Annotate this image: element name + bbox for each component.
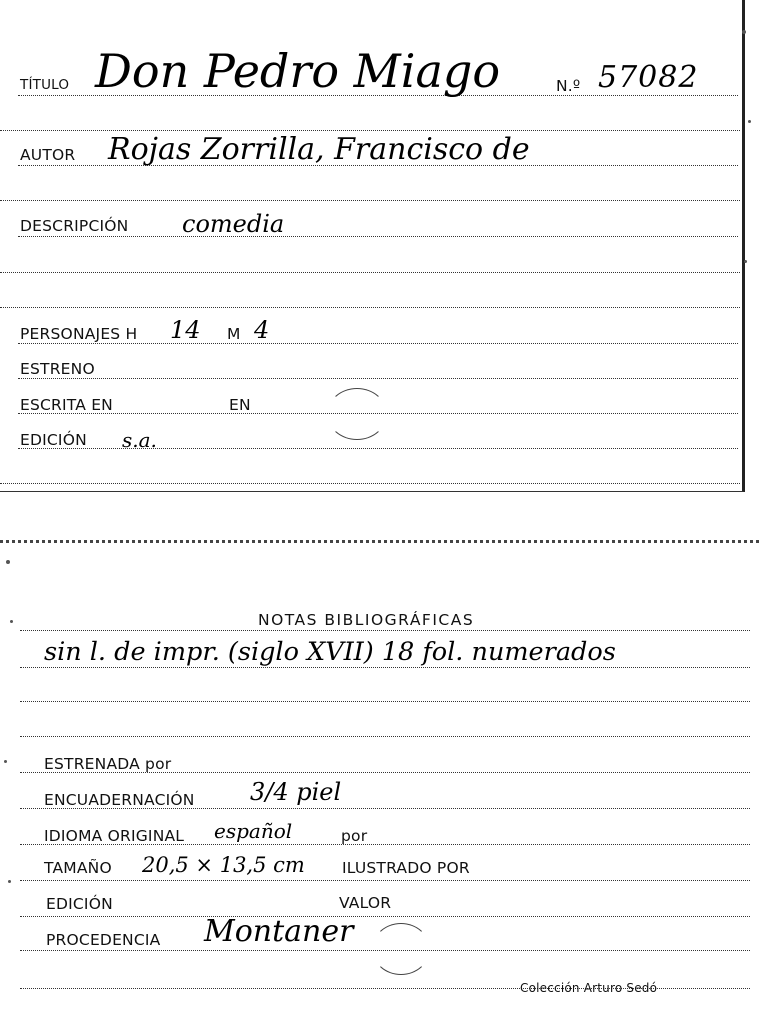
rule-line: [0, 200, 740, 201]
idioma-por-label: por: [341, 827, 368, 845]
rule-line: [20, 630, 750, 631]
idioma-value: español: [214, 819, 293, 843]
scan-speck: [8, 880, 11, 883]
scan-speck: [6, 560, 10, 564]
encuadernacion-label: ENCUADERNACIÓN: [44, 791, 195, 809]
descripcion-label: DESCRIPCIÓN: [20, 217, 129, 235]
rule-line: [18, 236, 738, 237]
catalog-card-front: [0, 0, 745, 492]
rule-line: [0, 272, 740, 273]
scan-speck: [744, 260, 747, 263]
rule-line: [18, 343, 738, 344]
escrita-en-label: ESCRITA EN: [20, 396, 113, 414]
rule-line: [20, 736, 750, 737]
scan-speck: [748, 120, 751, 123]
rule-line: [0, 130, 740, 131]
rule-line: [18, 378, 738, 379]
rule-line: [20, 667, 750, 668]
idioma-label: IDIOMA ORIGINAL: [44, 827, 185, 845]
personajes-m-value: 4: [254, 316, 270, 344]
procedencia-value: Montaner: [204, 914, 354, 949]
titulo-value: Don Pedro Miago: [95, 44, 501, 98]
stamp-mark: [327, 388, 387, 440]
tamano-label: TAMAÑO: [44, 859, 112, 877]
ilustrado-label: ILUSTRADO POR: [342, 859, 470, 877]
scan-speck: [10, 620, 13, 623]
titulo-label: TÍTULO: [20, 77, 70, 93]
numero-label: N.º: [556, 77, 581, 95]
rule-line: [0, 483, 740, 484]
encuadernacion-value: 3/4 piel: [250, 778, 342, 806]
personajes-label: PERSONAJES H: [20, 325, 138, 343]
coleccion-label: Colección Arturo Sedó: [520, 981, 658, 995]
numero-value: 57082: [598, 60, 699, 95]
edicion-value: s.a.: [122, 428, 157, 452]
edicion-back-label: EDICIÓN: [46, 895, 113, 913]
notas-value: sin l. de impr. (siglo XVII) 18 fol. numerados: [44, 637, 616, 667]
edicion-label: EDICIÓN: [20, 431, 87, 449]
rule-line: [20, 880, 750, 881]
escrita-en-second-label: EN: [229, 396, 251, 414]
tamano-value: 20,5 × 13,5 cm: [142, 853, 305, 877]
valor-label: VALOR: [339, 894, 392, 912]
catalog-card-back: [0, 540, 759, 1028]
descripcion-value: comedia: [182, 210, 285, 238]
autor-value: Rojas Zorrilla, Francisco de: [108, 132, 530, 167]
estreno-label: ESTRENO: [20, 360, 95, 378]
stamp-mark: [372, 923, 430, 975]
rule-line: [20, 701, 750, 702]
personajes-h-value: 14: [170, 316, 201, 344]
scan-speck: [4, 760, 7, 763]
estrenada-label: ESTRENADA por: [44, 755, 172, 773]
notas-heading: NOTAS BIBLIOGRÁFICAS: [258, 611, 475, 629]
rule-line: [20, 916, 750, 917]
rule-line: [0, 307, 740, 308]
scan-speck: [742, 30, 746, 34]
procedencia-label: PROCEDENCIA: [46, 931, 161, 949]
autor-label: AUTOR: [20, 146, 76, 164]
personajes-m-label: M: [227, 325, 241, 343]
